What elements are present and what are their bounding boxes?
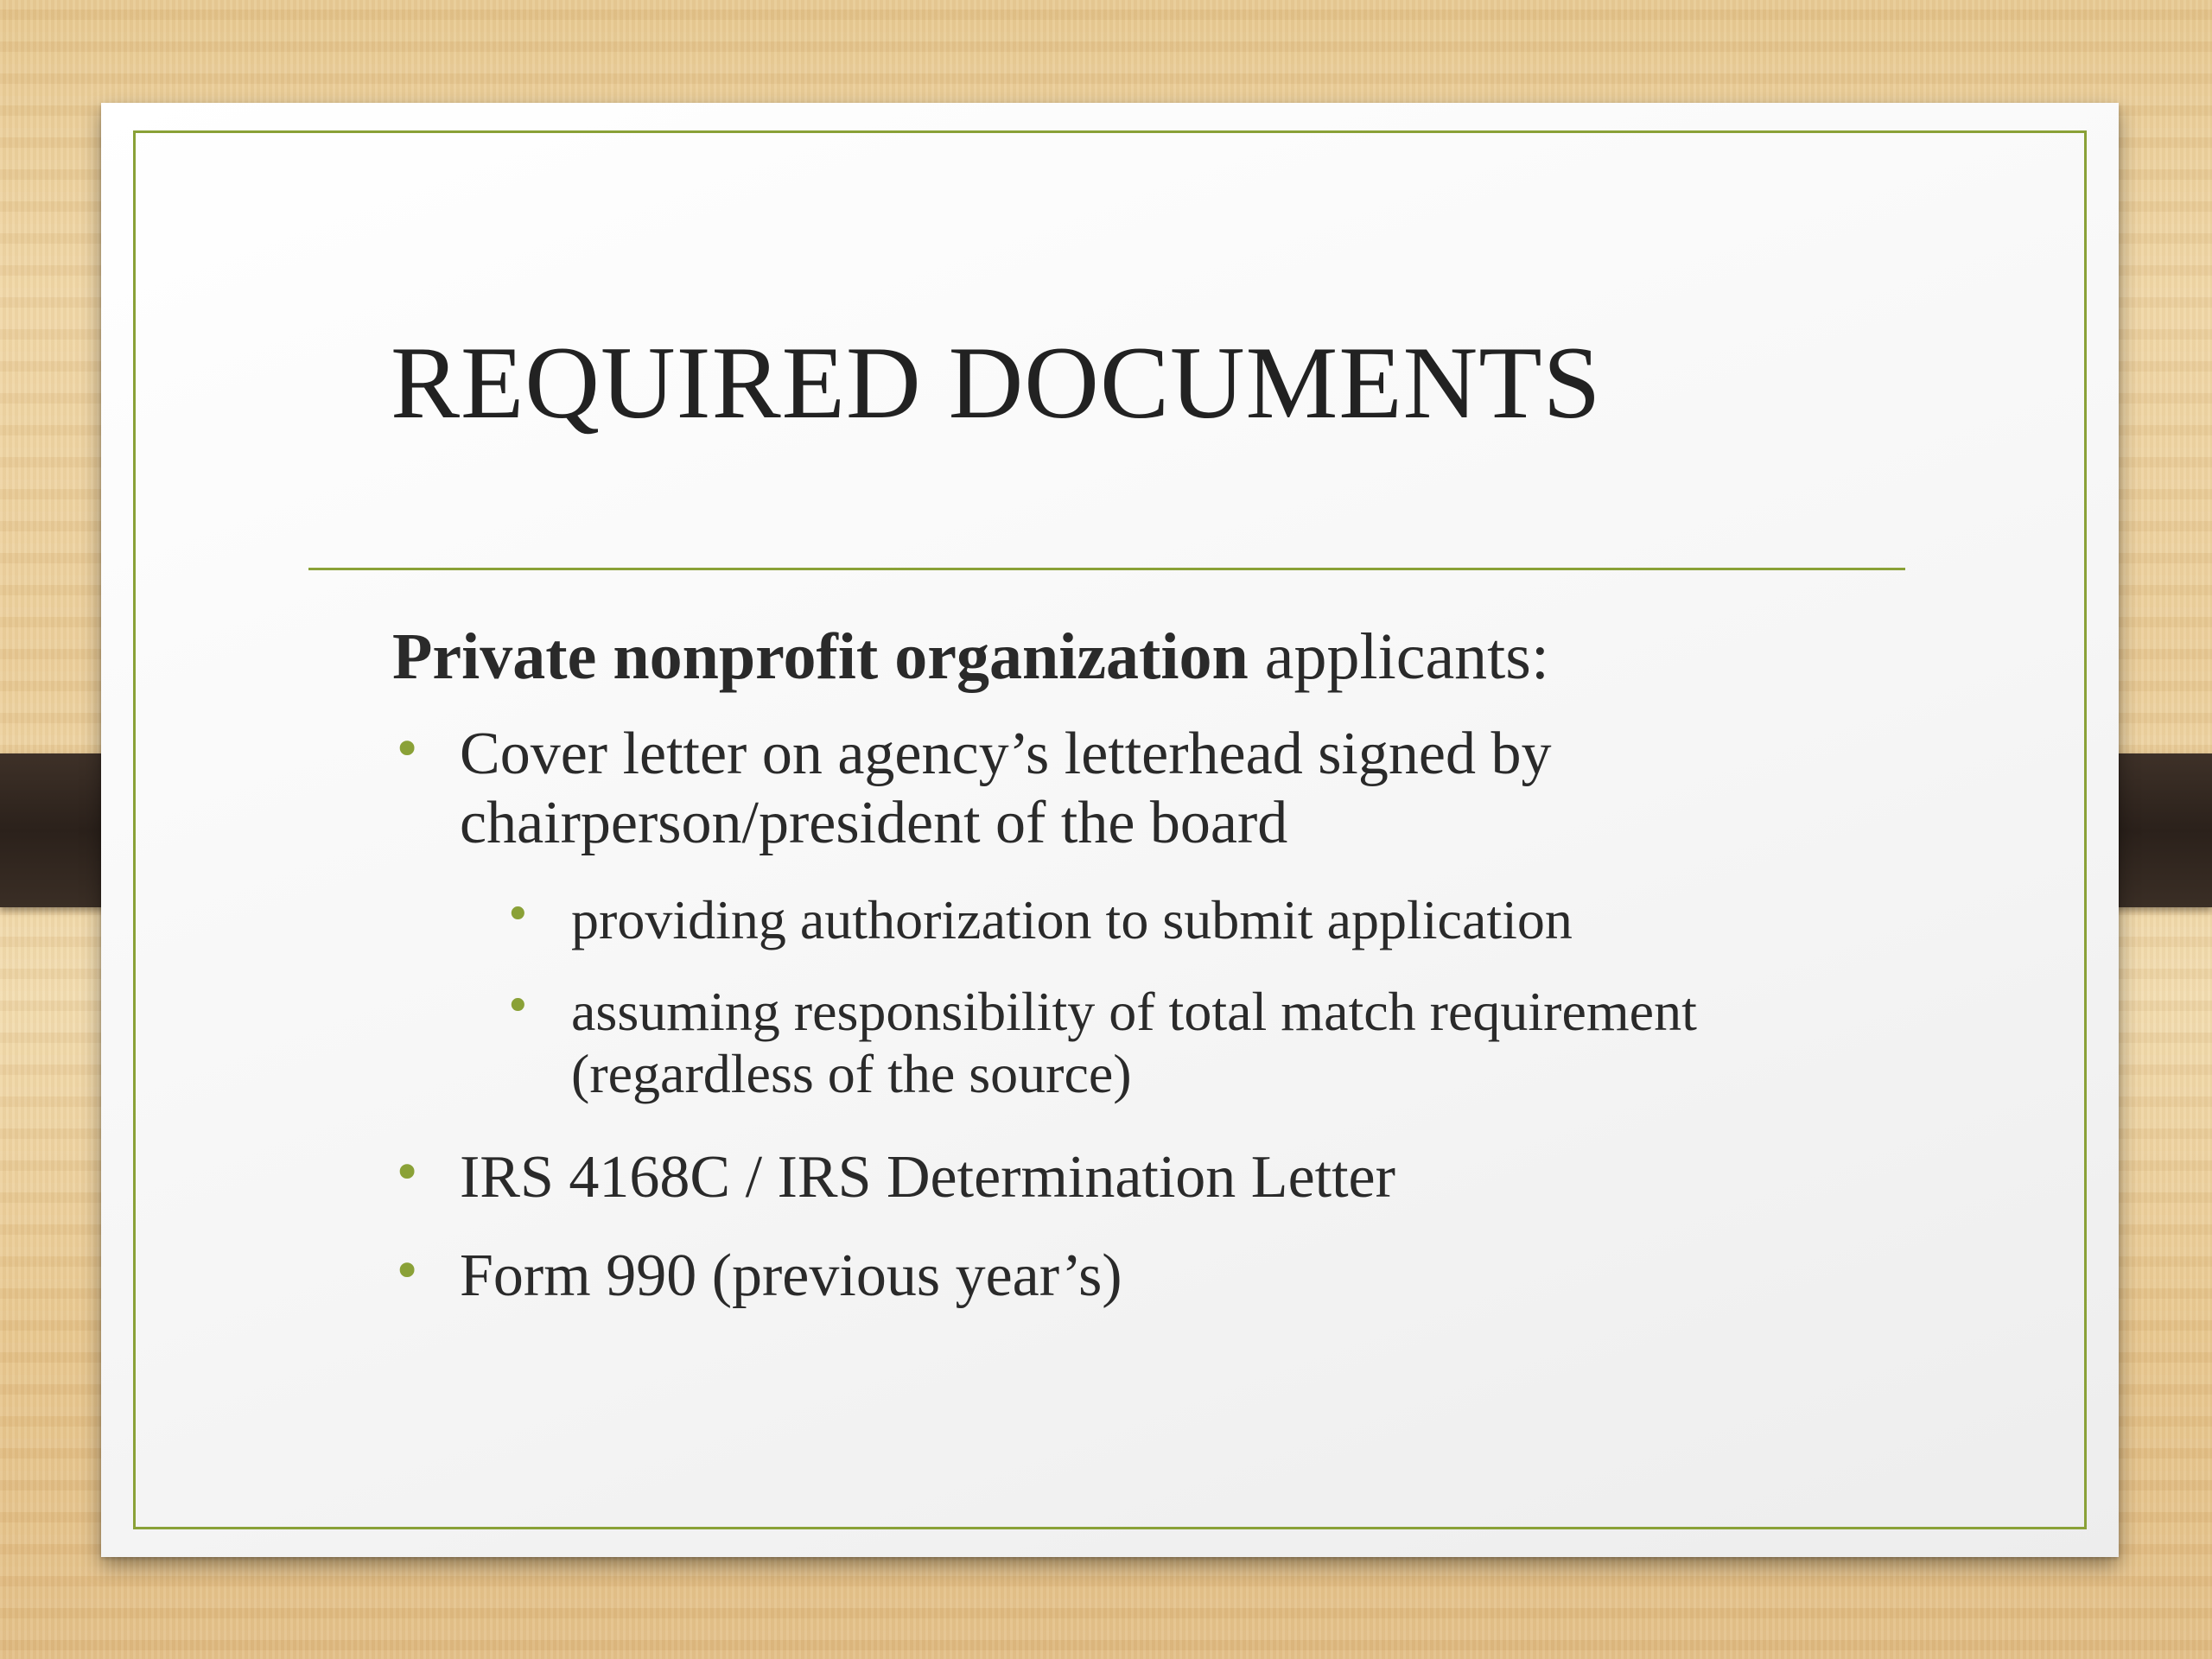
bullet-dot-icon: • <box>392 719 423 779</box>
intro-rest-text: applicants: <box>1248 620 1549 693</box>
bullet-dot-icon: • <box>392 1241 423 1300</box>
sub-bullet-item-match-requirement <box>392 981 1948 1105</box>
bullet-text: assuming responsibility of total match requirement (regardless of the source) <box>571 980 1697 1104</box>
slide-title: REQUIRED DOCUMENTS <box>391 325 1602 440</box>
bullet-text: Cover letter on agency’s letterhead signed by chairperson/president of the board <box>460 720 1552 856</box>
bullet-text: providing authorization to submit application <box>571 888 1573 950</box>
bullet-item-irs-letter <box>392 1143 1948 1212</box>
bullet-dot-icon: • <box>505 888 531 941</box>
bullet-item-cover-letter <box>392 720 1948 858</box>
bullet-dot-icon: • <box>505 980 531 1033</box>
bullet-item-form-990 <box>392 1242 1948 1311</box>
slide-card <box>101 103 2119 1557</box>
intro-bold-text: Private nonprofit organization <box>392 620 1249 693</box>
title-divider <box>308 568 1905 570</box>
bullet-text: Form 990 (previous year’s) <box>460 1242 1122 1309</box>
bullet-dot-icon: • <box>392 1142 423 1202</box>
bullet-text: IRS 4168C / IRS Determination Letter <box>460 1143 1395 1211</box>
intro-line <box>392 621 1948 694</box>
slide-body <box>392 621 1948 1311</box>
sub-bullet-item-authorization <box>392 889 1948 951</box>
